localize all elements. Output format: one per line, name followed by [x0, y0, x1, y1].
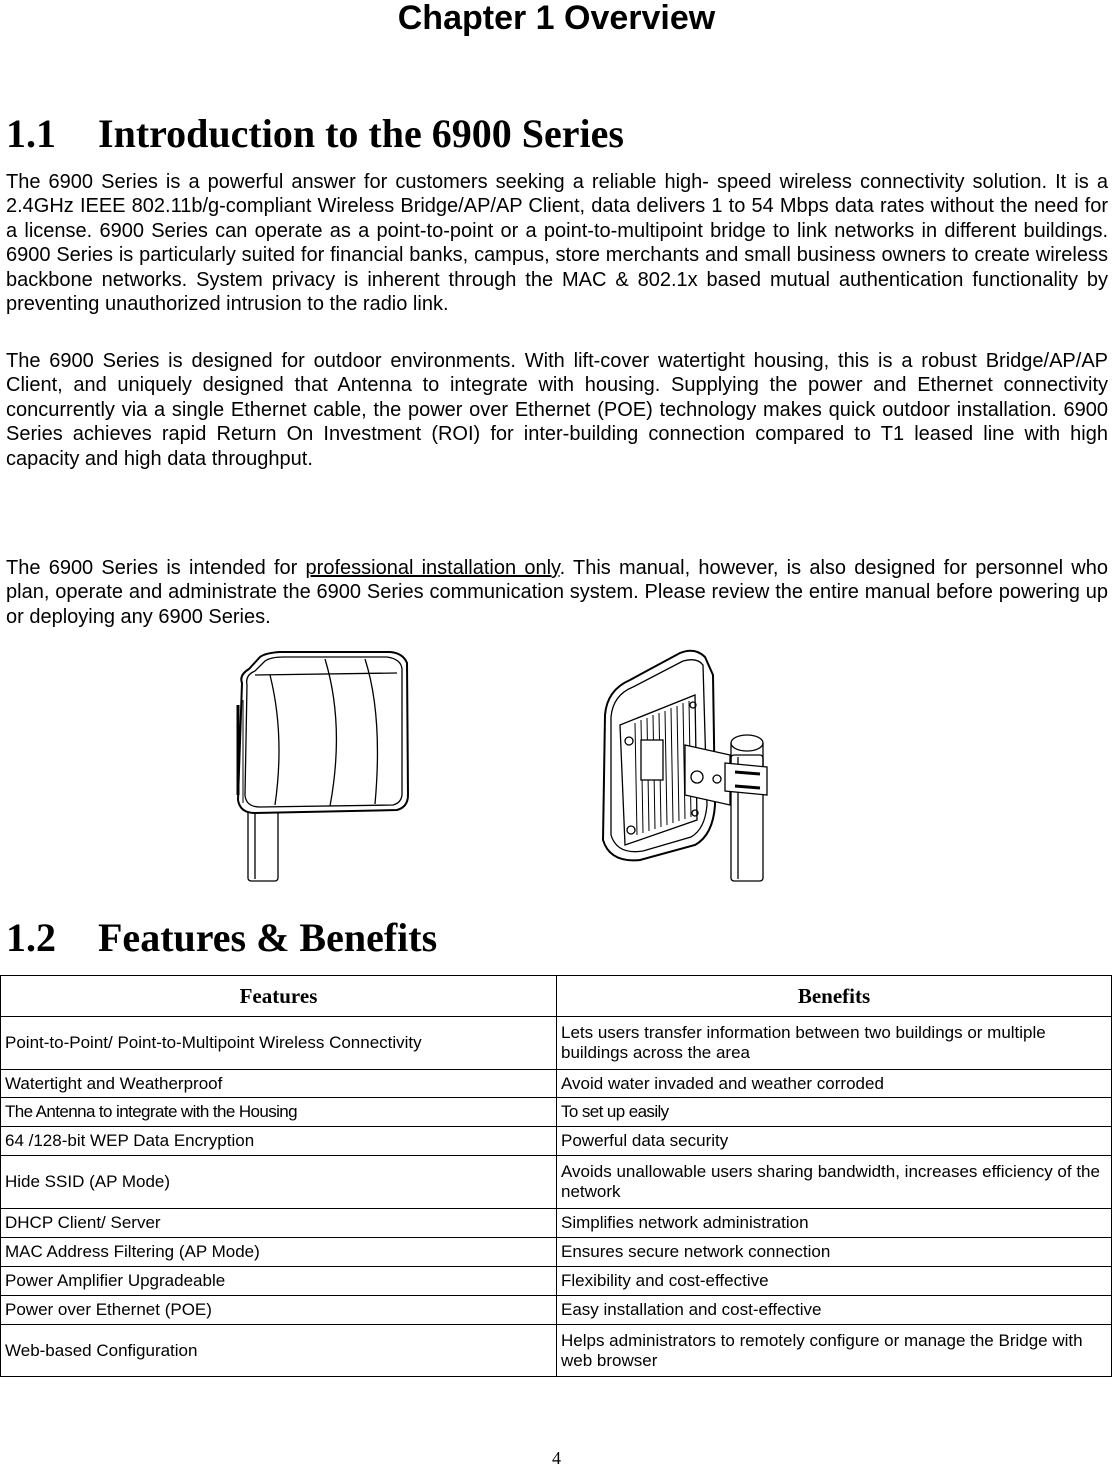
intro-paragraph-1: The 6900 Series is a powerful answer for customers seeking a reliable high- speed wireless connectivity solution. It is a 2.4GHz IEEE 802.11b/g-compliant Wireless Bridge/AP/AP Client, data delivers 1 to 54 Mbps data rates without the need for a license. 6900 Series can operate as a point-to-point or a point-to-multipoint bridge to link networks in different buildings. 6900 Series is particularly suited for financial banks, campus, store merchants and small business owners to create wireless backbone networks. System privacy is inherent through the MAC & 802.1x based mutual authentication functionality by preventing unauthorized intrusion to the radio link. [6, 171, 1108, 316]
table-row [1, 1238, 1112, 1267]
feature-cell: 64 /128-bit WEP Data Encryption [1, 1127, 557, 1156]
benefits-column-header: Benefits [557, 976, 1112, 1017]
feature-cell: The Antenna to integrate with the Housing [1, 1098, 557, 1127]
table-row [1, 1098, 1112, 1127]
page-number: 4 [552, 1448, 561, 1468]
features-benefits-table [0, 975, 1112, 1377]
feature-cell: Power over Ethernet (POE) [1, 1296, 557, 1325]
table-row [1, 1156, 1112, 1209]
chapter-title: Chapter 1 Overview [397, 0, 716, 37]
table-row [1, 1017, 1112, 1070]
table-row [1, 1127, 1112, 1156]
para3-text-after: . This manual, however, is also designed for personnel who plan, operate and administrate the 6900 Series communication system. Please review the entire manual before powering up or deploying any 6900 Series. [6, 557, 1108, 628]
section-heading-intro [6, 112, 624, 156]
feature-cell: Web-based Configuration [1, 1325, 557, 1377]
benefit-cell: Powerful data security [557, 1127, 1112, 1156]
table-row [1, 1267, 1112, 1296]
feature-cell: Hide SSID (AP Mode) [1, 1156, 557, 1209]
feature-cell: Watertight and Weatherproof [1, 1070, 557, 1098]
section-title: Introduction to the 6900 Series [98, 111, 624, 156]
table-row [1, 1070, 1112, 1098]
benefit-cell: Easy installation and cost-effective [557, 1296, 1112, 1325]
benefit-cell: Simplifies network administration [557, 1209, 1112, 1238]
table-row [1, 1296, 1112, 1325]
table-row [1, 1325, 1112, 1377]
benefit-cell: Lets users transfer information between two buildings or multiple buildings across the area [557, 1017, 1112, 1070]
table-header-row [1, 976, 1112, 1017]
device-front-view-figure [225, 645, 420, 885]
device-rear-view-figure [585, 645, 795, 885]
table-row [1, 1209, 1112, 1238]
intro-paragraph-3 [6, 556, 1108, 629]
para3-text-before: The 6900 Series is intended for [6, 557, 306, 579]
section-number: 1.1 [6, 111, 56, 156]
benefit-cell: Avoid water invaded and weather corroded [557, 1070, 1112, 1098]
benefit-cell: To set up easily [557, 1098, 1112, 1127]
benefit-cell: Helps administrators to remotely configure or manage the Bridge with web browser [557, 1325, 1112, 1377]
feature-cell: MAC Address Filtering (AP Mode) [1, 1238, 557, 1267]
benefit-cell: Flexibility and cost-effective [557, 1267, 1112, 1296]
section-title: Features & Benefits [98, 915, 438, 960]
feature-cell: Point-to-Point/ Point-to-Multipoint Wireless Connectivity [1, 1017, 557, 1070]
benefit-cell: Ensures secure network connection [557, 1238, 1112, 1267]
professional-installation-note: professional installation only [305, 557, 560, 579]
features-column-header: Features [1, 976, 557, 1017]
section-heading-features [6, 916, 437, 960]
intro-paragraph-2: The 6900 Series is designed for outdoor environments. With lift-cover watertight housing, this is a robust Bridge/AP/AP Client, and uniquely designed that Antenna to integrate with housing. Supplying the power and Ethernet connectivity concurrently via a single Ethernet cable, the power over Ethernet (POE) technology makes quick outdoor installation. 6900 Series achieves rapid Return On Investment (ROI) for inter-building connection compared to T1 leased line with high capacity and high data throughput. [6, 350, 1108, 470]
feature-cell: DHCP Client/ Server [1, 1209, 557, 1238]
feature-cell: Power Amplifier Upgradeable [1, 1267, 557, 1296]
benefit-cell: Avoids unallowable users sharing bandwidth, increases efficiency of the network [557, 1156, 1112, 1209]
section-number: 1.2 [6, 915, 56, 960]
